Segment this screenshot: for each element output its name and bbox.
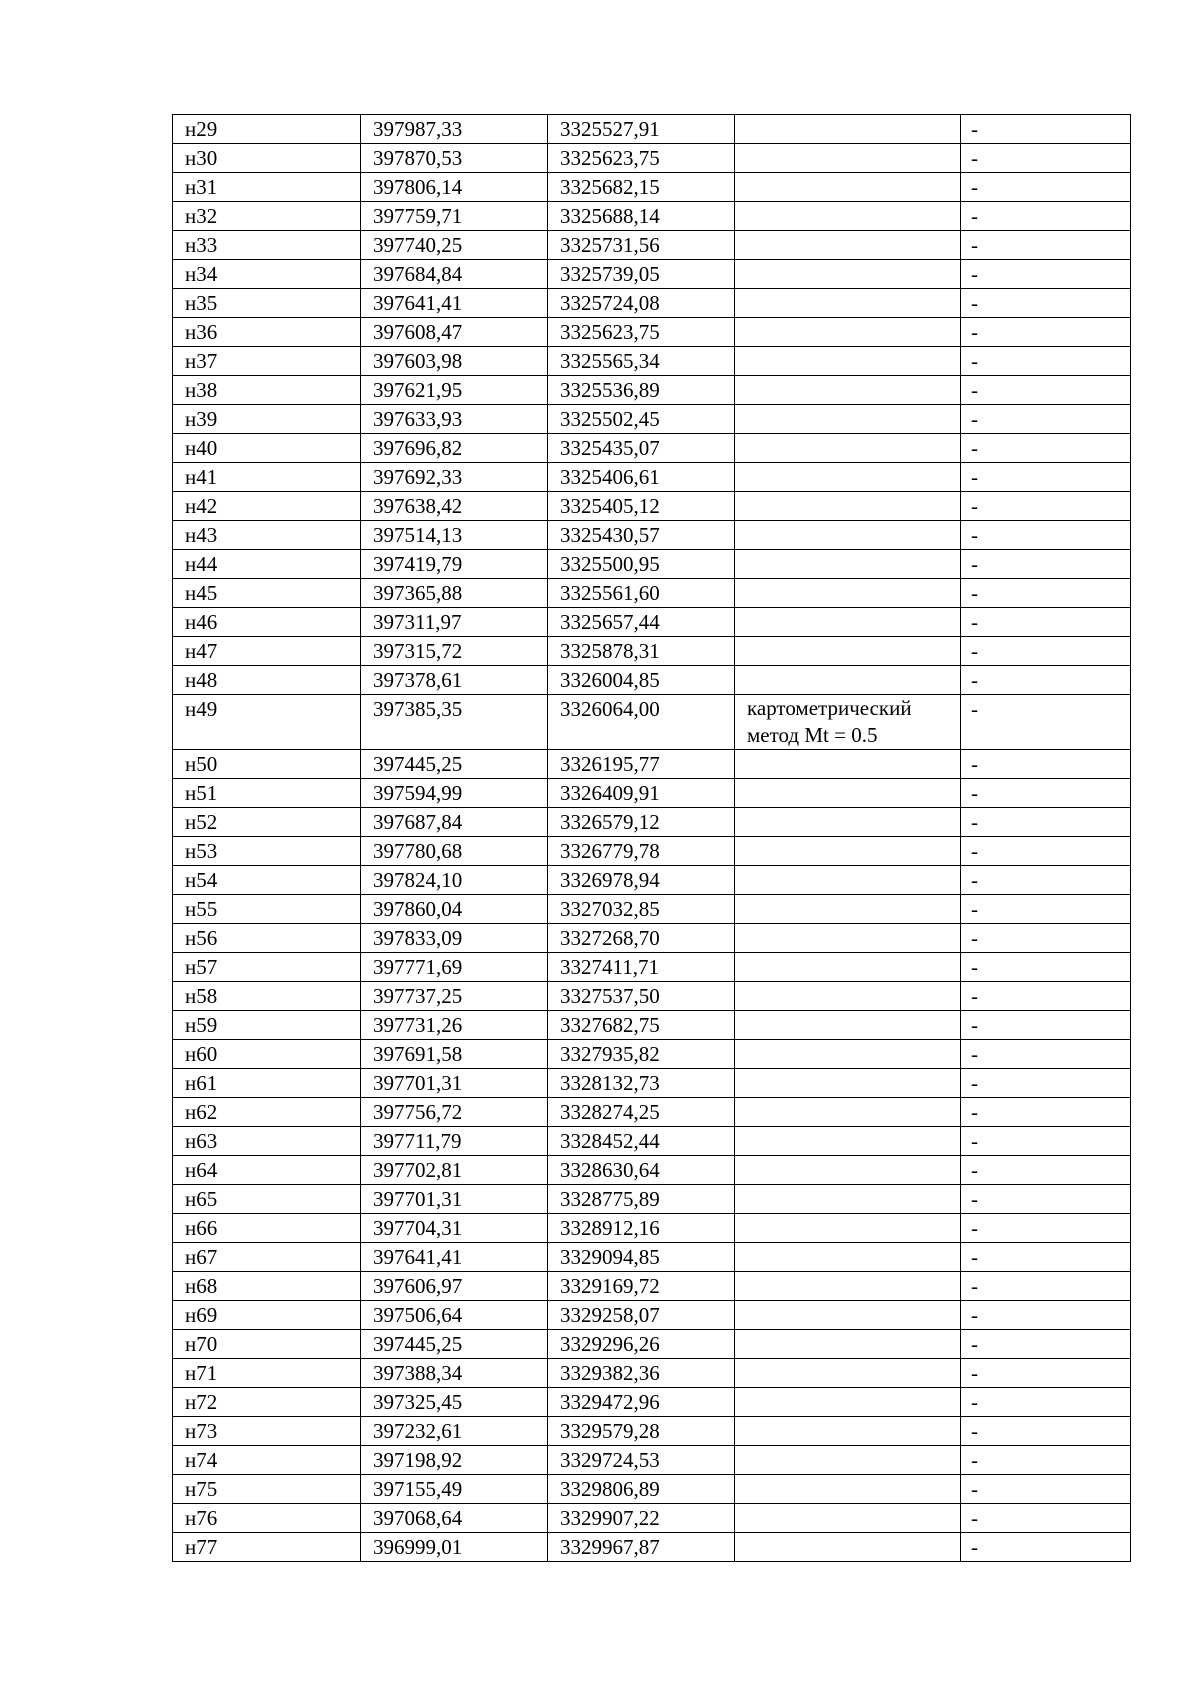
point-cell: н40 [173, 434, 361, 463]
x-coordinate-cell: 397606,97 [361, 1272, 548, 1301]
table-row [173, 982, 1131, 1011]
y-coordinate-cell: 3327411,71 [548, 953, 735, 982]
error-cell: - [961, 866, 1131, 895]
y-coordinate-cell: 3325561,60 [548, 579, 735, 608]
point-cell: н47 [173, 637, 361, 666]
method-note-cell [735, 579, 961, 608]
x-coordinate-cell: 397638,42 [361, 492, 548, 521]
coordinates-table-body [173, 115, 1131, 1562]
y-coordinate-cell: 3325739,05 [548, 260, 735, 289]
table-row [173, 1359, 1131, 1388]
method-note-cell [735, 895, 961, 924]
x-coordinate-cell: 397514,13 [361, 521, 548, 550]
method-note-cell [735, 1243, 961, 1272]
error-cell: - [961, 347, 1131, 376]
y-coordinate-cell: 3325502,45 [548, 405, 735, 434]
table-row [173, 260, 1131, 289]
y-coordinate-cell: 3326409,91 [548, 779, 735, 808]
x-coordinate-cell: 397325,45 [361, 1388, 548, 1417]
table-row [173, 953, 1131, 982]
error-cell: - [961, 579, 1131, 608]
method-note-cell [735, 463, 961, 492]
point-cell: н33 [173, 231, 361, 260]
x-coordinate-cell: 397445,25 [361, 1330, 548, 1359]
table-row [173, 837, 1131, 866]
table-row [173, 376, 1131, 405]
method-note-cell [735, 866, 961, 895]
y-coordinate-cell: 3325724,08 [548, 289, 735, 318]
y-coordinate-cell: 3327935,82 [548, 1040, 735, 1069]
method-note-cell [735, 666, 961, 695]
x-coordinate-cell: 397711,79 [361, 1127, 548, 1156]
method-note-cell [735, 289, 961, 318]
method-note-cell [735, 492, 961, 521]
error-cell: - [961, 779, 1131, 808]
error-cell: - [961, 1098, 1131, 1127]
point-cell: н43 [173, 521, 361, 550]
table-row [173, 1417, 1131, 1446]
table-row [173, 1040, 1131, 1069]
y-coordinate-cell: 3329579,28 [548, 1417, 735, 1446]
table-row [173, 1011, 1131, 1040]
table-row [173, 1272, 1131, 1301]
error-cell: - [961, 231, 1131, 260]
x-coordinate-cell: 397833,09 [361, 924, 548, 953]
error-cell: - [961, 982, 1131, 1011]
error-cell: - [961, 1214, 1131, 1243]
point-cell: н72 [173, 1388, 361, 1417]
x-coordinate-cell: 397633,93 [361, 405, 548, 434]
table-row [173, 666, 1131, 695]
error-cell: - [961, 695, 1131, 750]
x-coordinate-cell: 397068,64 [361, 1504, 548, 1533]
y-coordinate-cell: 3327682,75 [548, 1011, 735, 1040]
point-cell: н39 [173, 405, 361, 434]
table-row [173, 608, 1131, 637]
x-coordinate-cell: 397198,92 [361, 1446, 548, 1475]
method-note-cell [735, 173, 961, 202]
table-row [173, 347, 1131, 376]
method-note-cell [735, 1156, 961, 1185]
point-cell: н44 [173, 550, 361, 579]
point-cell: н37 [173, 347, 361, 376]
table-row [173, 144, 1131, 173]
x-coordinate-cell: 397365,88 [361, 579, 548, 608]
table-row [173, 1504, 1131, 1533]
table-row [173, 289, 1131, 318]
point-cell: н36 [173, 318, 361, 347]
table-row [173, 1388, 1131, 1417]
table-row [173, 318, 1131, 347]
method-note-cell [735, 1504, 961, 1533]
error-cell: - [961, 144, 1131, 173]
method-note-cell [735, 376, 961, 405]
x-coordinate-cell: 397311,97 [361, 608, 548, 637]
table-row [173, 1533, 1131, 1562]
y-coordinate-cell: 3325623,75 [548, 318, 735, 347]
point-cell: н46 [173, 608, 361, 637]
error-cell: - [961, 1040, 1131, 1069]
coordinates-table [172, 114, 1131, 1562]
x-coordinate-cell: 397824,10 [361, 866, 548, 895]
y-coordinate-cell: 3326064,00 [548, 695, 735, 750]
point-cell: н74 [173, 1446, 361, 1475]
error-cell: - [961, 1446, 1131, 1475]
x-coordinate-cell: 397756,72 [361, 1098, 548, 1127]
x-coordinate-cell: 397385,35 [361, 695, 548, 750]
point-cell: н60 [173, 1040, 361, 1069]
y-coordinate-cell: 3325565,34 [548, 347, 735, 376]
x-coordinate-cell: 397780,68 [361, 837, 548, 866]
y-coordinate-cell: 3329258,07 [548, 1301, 735, 1330]
y-coordinate-cell: 3325406,61 [548, 463, 735, 492]
point-cell: н38 [173, 376, 361, 405]
y-coordinate-cell: 3325623,75 [548, 144, 735, 173]
point-cell: н45 [173, 579, 361, 608]
x-coordinate-cell: 397771,69 [361, 953, 548, 982]
table-row [173, 1127, 1131, 1156]
x-coordinate-cell: 396999,01 [361, 1533, 548, 1562]
y-coordinate-cell: 3327268,70 [548, 924, 735, 953]
method-note-cell [735, 837, 961, 866]
x-coordinate-cell: 397621,95 [361, 376, 548, 405]
table-row [173, 231, 1131, 260]
x-coordinate-cell: 397737,25 [361, 982, 548, 1011]
method-note-cell [735, 779, 961, 808]
point-cell: н68 [173, 1272, 361, 1301]
table-row [173, 1330, 1131, 1359]
x-coordinate-cell: 397731,26 [361, 1011, 548, 1040]
table-row [173, 637, 1131, 666]
table-row [173, 1214, 1131, 1243]
error-cell: - [961, 895, 1131, 924]
error-cell: - [961, 463, 1131, 492]
method-note-cell [735, 144, 961, 173]
y-coordinate-cell: 3325657,44 [548, 608, 735, 637]
method-note-cell [735, 953, 961, 982]
x-coordinate-cell: 397740,25 [361, 231, 548, 260]
x-coordinate-cell: 397870,53 [361, 144, 548, 173]
error-cell: - [961, 1185, 1131, 1214]
x-coordinate-cell: 397684,84 [361, 260, 548, 289]
error-cell: - [961, 202, 1131, 231]
y-coordinate-cell: 3325527,91 [548, 115, 735, 144]
x-coordinate-cell: 397445,25 [361, 750, 548, 779]
table-row [173, 173, 1131, 202]
method-note-cell [735, 1127, 961, 1156]
y-coordinate-cell: 3329806,89 [548, 1475, 735, 1504]
point-cell: н32 [173, 202, 361, 231]
error-cell: - [961, 1011, 1131, 1040]
x-coordinate-cell: 397506,64 [361, 1301, 548, 1330]
table-row [173, 1301, 1131, 1330]
table-row [173, 1243, 1131, 1272]
y-coordinate-cell: 3328912,16 [548, 1214, 735, 1243]
x-coordinate-cell: 397594,99 [361, 779, 548, 808]
error-cell: - [961, 1127, 1131, 1156]
error-cell: - [961, 1069, 1131, 1098]
y-coordinate-cell: 3326004,85 [548, 666, 735, 695]
method-note-cell [735, 202, 961, 231]
x-coordinate-cell: 397806,14 [361, 173, 548, 202]
point-cell: н59 [173, 1011, 361, 1040]
method-note-cell [735, 115, 961, 144]
table-row [173, 779, 1131, 808]
x-coordinate-cell: 397692,33 [361, 463, 548, 492]
y-coordinate-cell: 3325405,12 [548, 492, 735, 521]
x-coordinate-cell: 397419,79 [361, 550, 548, 579]
point-cell: н64 [173, 1156, 361, 1185]
y-coordinate-cell: 3325500,95 [548, 550, 735, 579]
method-note-cell [735, 750, 961, 779]
point-cell: н67 [173, 1243, 361, 1272]
x-coordinate-cell: 397987,33 [361, 115, 548, 144]
error-cell: - [961, 1301, 1131, 1330]
y-coordinate-cell: 3327032,85 [548, 895, 735, 924]
point-cell: н30 [173, 144, 361, 173]
point-cell: н63 [173, 1127, 361, 1156]
method-note-cell [735, 521, 961, 550]
method-note-cell [735, 608, 961, 637]
table-row [173, 750, 1131, 779]
point-cell: н52 [173, 808, 361, 837]
method-note-cell [735, 1098, 961, 1127]
point-cell: н77 [173, 1533, 361, 1562]
y-coordinate-cell: 3328274,25 [548, 1098, 735, 1127]
method-note-cell [735, 924, 961, 953]
y-coordinate-cell: 3325430,57 [548, 521, 735, 550]
point-cell: н57 [173, 953, 361, 982]
point-cell: н69 [173, 1301, 361, 1330]
method-note-cell [735, 637, 961, 666]
y-coordinate-cell: 3329094,85 [548, 1243, 735, 1272]
x-coordinate-cell: 397155,49 [361, 1475, 548, 1504]
table-row [173, 1156, 1131, 1185]
x-coordinate-cell: 397603,98 [361, 347, 548, 376]
method-note-cell [735, 1069, 961, 1098]
table-row [173, 579, 1131, 608]
y-coordinate-cell: 3328132,73 [548, 1069, 735, 1098]
y-coordinate-cell: 3329724,53 [548, 1446, 735, 1475]
method-note-cell [735, 231, 961, 260]
method-note-cell [735, 260, 961, 289]
point-cell: н51 [173, 779, 361, 808]
method-note-cell [735, 405, 961, 434]
error-cell: - [961, 521, 1131, 550]
error-cell: - [961, 492, 1131, 521]
method-note-cell [735, 347, 961, 376]
method-note-cell [735, 1185, 961, 1214]
x-coordinate-cell: 397860,04 [361, 895, 548, 924]
error-cell: - [961, 1272, 1131, 1301]
error-cell: - [961, 953, 1131, 982]
method-note-cell [735, 1272, 961, 1301]
table-row [173, 463, 1131, 492]
table-row [173, 695, 1131, 750]
method-note-cell [735, 1475, 961, 1504]
x-coordinate-cell: 397388,34 [361, 1359, 548, 1388]
error-cell: - [961, 260, 1131, 289]
table-row [173, 115, 1131, 144]
point-cell: н56 [173, 924, 361, 953]
method-note-cell [735, 808, 961, 837]
error-cell: - [961, 550, 1131, 579]
error-cell: - [961, 1388, 1131, 1417]
table-row [173, 202, 1131, 231]
method-note-cell [735, 1446, 961, 1475]
table-row [173, 1475, 1131, 1504]
x-coordinate-cell: 397701,31 [361, 1069, 548, 1098]
y-coordinate-cell: 3326579,12 [548, 808, 735, 837]
error-cell: - [961, 666, 1131, 695]
x-coordinate-cell: 397378,61 [361, 666, 548, 695]
method-note-cell [735, 1388, 961, 1417]
point-cell: н29 [173, 115, 361, 144]
error-cell: - [961, 1359, 1131, 1388]
error-cell: - [961, 405, 1131, 434]
table-row [173, 895, 1131, 924]
error-cell: - [961, 376, 1131, 405]
method-note-cell [735, 1359, 961, 1388]
y-coordinate-cell: 3326779,78 [548, 837, 735, 866]
y-coordinate-cell: 3325682,15 [548, 173, 735, 202]
table-row [173, 405, 1131, 434]
y-coordinate-cell: 3327537,50 [548, 982, 735, 1011]
method-note-cell [735, 434, 961, 463]
y-coordinate-cell: 3329296,26 [548, 1330, 735, 1359]
y-coordinate-cell: 3328452,44 [548, 1127, 735, 1156]
x-coordinate-cell: 397687,84 [361, 808, 548, 837]
method-note-cell [735, 1040, 961, 1069]
error-cell: - [961, 1156, 1131, 1185]
point-cell: н71 [173, 1359, 361, 1388]
method-note-cell [735, 1533, 961, 1562]
method-note-cell [735, 982, 961, 1011]
point-cell: н49 [173, 695, 361, 750]
point-cell: н76 [173, 1504, 361, 1533]
point-cell: н58 [173, 982, 361, 1011]
table-row [173, 1098, 1131, 1127]
x-coordinate-cell: 397608,47 [361, 318, 548, 347]
error-cell: - [961, 289, 1131, 318]
point-cell: н54 [173, 866, 361, 895]
y-coordinate-cell: 3326978,94 [548, 866, 735, 895]
error-cell: - [961, 750, 1131, 779]
error-cell: - [961, 1475, 1131, 1504]
table-row [173, 1446, 1131, 1475]
y-coordinate-cell: 3325536,89 [548, 376, 735, 405]
point-cell: н70 [173, 1330, 361, 1359]
point-cell: н42 [173, 492, 361, 521]
y-coordinate-cell: 3329472,96 [548, 1388, 735, 1417]
x-coordinate-cell: 397704,31 [361, 1214, 548, 1243]
table-row [173, 550, 1131, 579]
point-cell: н66 [173, 1214, 361, 1243]
point-cell: н73 [173, 1417, 361, 1446]
error-cell: - [961, 318, 1131, 347]
table-row [173, 521, 1131, 550]
error-cell: - [961, 1504, 1131, 1533]
point-cell: н31 [173, 173, 361, 202]
table-row [173, 924, 1131, 953]
error-cell: - [961, 115, 1131, 144]
y-coordinate-cell: 3328775,89 [548, 1185, 735, 1214]
error-cell: - [961, 1417, 1131, 1446]
method-note-cell [735, 1417, 961, 1446]
x-coordinate-cell: 397702,81 [361, 1156, 548, 1185]
method-note-cell [735, 550, 961, 579]
error-cell: - [961, 808, 1131, 837]
point-cell: н35 [173, 289, 361, 318]
point-cell: н61 [173, 1069, 361, 1098]
point-cell: н62 [173, 1098, 361, 1127]
error-cell: - [961, 608, 1131, 637]
error-cell: - [961, 637, 1131, 666]
point-cell: н55 [173, 895, 361, 924]
point-cell: н53 [173, 837, 361, 866]
error-cell: - [961, 1243, 1131, 1272]
method-note-cell [735, 1011, 961, 1040]
method-note-cell [735, 1214, 961, 1243]
y-coordinate-cell: 3325731,56 [548, 231, 735, 260]
error-cell: - [961, 837, 1131, 866]
y-coordinate-cell: 3328630,64 [548, 1156, 735, 1185]
point-cell: н50 [173, 750, 361, 779]
method-note-cell [735, 318, 961, 347]
x-coordinate-cell: 397641,41 [361, 1243, 548, 1272]
y-coordinate-cell: 3329967,87 [548, 1533, 735, 1562]
y-coordinate-cell: 3325435,07 [548, 434, 735, 463]
y-coordinate-cell: 3325688,14 [548, 202, 735, 231]
x-coordinate-cell: 397759,71 [361, 202, 548, 231]
method-note-cell: картометрический метод Mt = 0.5 [735, 695, 961, 750]
point-cell: н75 [173, 1475, 361, 1504]
x-coordinate-cell: 397696,82 [361, 434, 548, 463]
method-note-cell [735, 1301, 961, 1330]
x-coordinate-cell: 397701,31 [361, 1185, 548, 1214]
table-row [173, 434, 1131, 463]
y-coordinate-cell: 3329382,36 [548, 1359, 735, 1388]
point-cell: н34 [173, 260, 361, 289]
table-row [173, 1069, 1131, 1098]
y-coordinate-cell: 3326195,77 [548, 750, 735, 779]
point-cell: н48 [173, 666, 361, 695]
y-coordinate-cell: 3329169,72 [548, 1272, 735, 1301]
x-coordinate-cell: 397641,41 [361, 289, 548, 318]
method-note-cell [735, 1330, 961, 1359]
table-row [173, 866, 1131, 895]
point-cell: н65 [173, 1185, 361, 1214]
error-cell: - [961, 434, 1131, 463]
error-cell: - [961, 1533, 1131, 1562]
error-cell: - [961, 924, 1131, 953]
x-coordinate-cell: 397315,72 [361, 637, 548, 666]
error-cell: - [961, 173, 1131, 202]
point-cell: н41 [173, 463, 361, 492]
table-row [173, 492, 1131, 521]
y-coordinate-cell: 3329907,22 [548, 1504, 735, 1533]
error-cell: - [961, 1330, 1131, 1359]
x-coordinate-cell: 397691,58 [361, 1040, 548, 1069]
table-row [173, 808, 1131, 837]
y-coordinate-cell: 3325878,31 [548, 637, 735, 666]
table-row [173, 1185, 1131, 1214]
x-coordinate-cell: 397232,61 [361, 1417, 548, 1446]
